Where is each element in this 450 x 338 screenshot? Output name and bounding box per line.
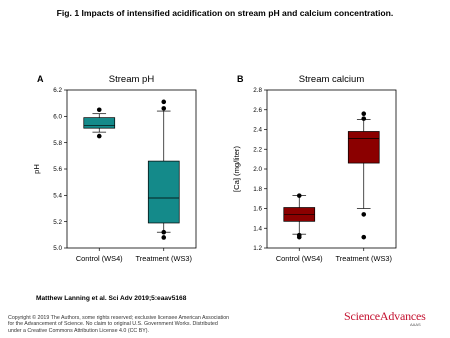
y-tick-label: 5.4 xyxy=(53,192,62,200)
outlier-point xyxy=(361,111,366,116)
chart-title: Stream pH xyxy=(108,74,155,85)
outlier-point xyxy=(361,116,366,121)
figure-title: Fig. 1 Impacts of intensified acidification on stream pH and calcium concentration. xyxy=(56,8,394,18)
box xyxy=(348,131,379,163)
copyright-line: under a Creative Commons Attribution License 4.0 (CC BY). xyxy=(8,327,150,334)
panel-b xyxy=(232,74,396,263)
copyright-line: Copyright © 2019 The Authors, some rights reserved; exclusive licensee American Association xyxy=(8,315,230,321)
y-tick-label: 1.8 xyxy=(253,185,262,193)
citation: Matthew Lanning et al. Sci Adv 2019;5:eaav5168 xyxy=(36,295,187,302)
y-tick-label: 6.2 xyxy=(53,87,62,95)
outlier-point xyxy=(361,212,366,217)
outlier-point xyxy=(161,100,166,105)
y-tick-label: 1.2 xyxy=(253,245,262,253)
outlier-point xyxy=(97,134,102,139)
y-tick-label: 1.6 xyxy=(253,205,262,213)
x-tick-label: Treatment (WS3) xyxy=(335,254,392,263)
outlier-point xyxy=(361,235,366,240)
x-tick-label: Treatment (WS3) xyxy=(135,254,192,263)
box xyxy=(84,118,115,129)
y-tick-label: 2.6 xyxy=(253,106,262,114)
y-tick-label: 5.0 xyxy=(53,245,62,253)
y-tick-label: 2.0 xyxy=(253,166,262,174)
x-tick-label: Control (WS4) xyxy=(275,254,323,263)
outlier-point xyxy=(297,193,302,198)
journal-logo-sub: AAAS xyxy=(410,322,421,327)
y-tick-label: 2.4 xyxy=(253,126,262,134)
y-tick-label: 6.0 xyxy=(53,113,62,121)
y-axis-label: pH xyxy=(32,164,41,174)
journal-logo: ScienceAdvances xyxy=(344,309,426,323)
outlier-point xyxy=(97,107,102,112)
outlier-point xyxy=(161,230,166,235)
y-tick-label: 2.2 xyxy=(253,146,262,154)
y-tick-label: 2.8 xyxy=(253,87,262,95)
box xyxy=(148,161,179,223)
panel-a xyxy=(32,74,196,263)
outlier-point xyxy=(161,235,166,240)
y-tick-label: 1.4 xyxy=(253,225,262,233)
copyright-notice xyxy=(8,315,308,334)
y-tick-label: 5.8 xyxy=(53,139,62,147)
y-tick-label: 5.2 xyxy=(53,218,62,226)
panel-label: A xyxy=(37,74,44,84)
copyright-line: for the Advancement of Science. No claim to original U.S. Government Works. Distributed xyxy=(8,321,218,328)
x-tick-label: Control (WS4) xyxy=(75,254,123,263)
y-axis-label: [Ca] (mg/liter) xyxy=(232,146,241,192)
y-tick-label: 5.6 xyxy=(53,166,62,174)
plot-frame xyxy=(267,90,396,248)
outlier-point xyxy=(297,235,302,240)
panel-label: B xyxy=(237,74,244,84)
chart-title: Stream calcium xyxy=(298,74,365,85)
outlier-point xyxy=(161,106,166,111)
